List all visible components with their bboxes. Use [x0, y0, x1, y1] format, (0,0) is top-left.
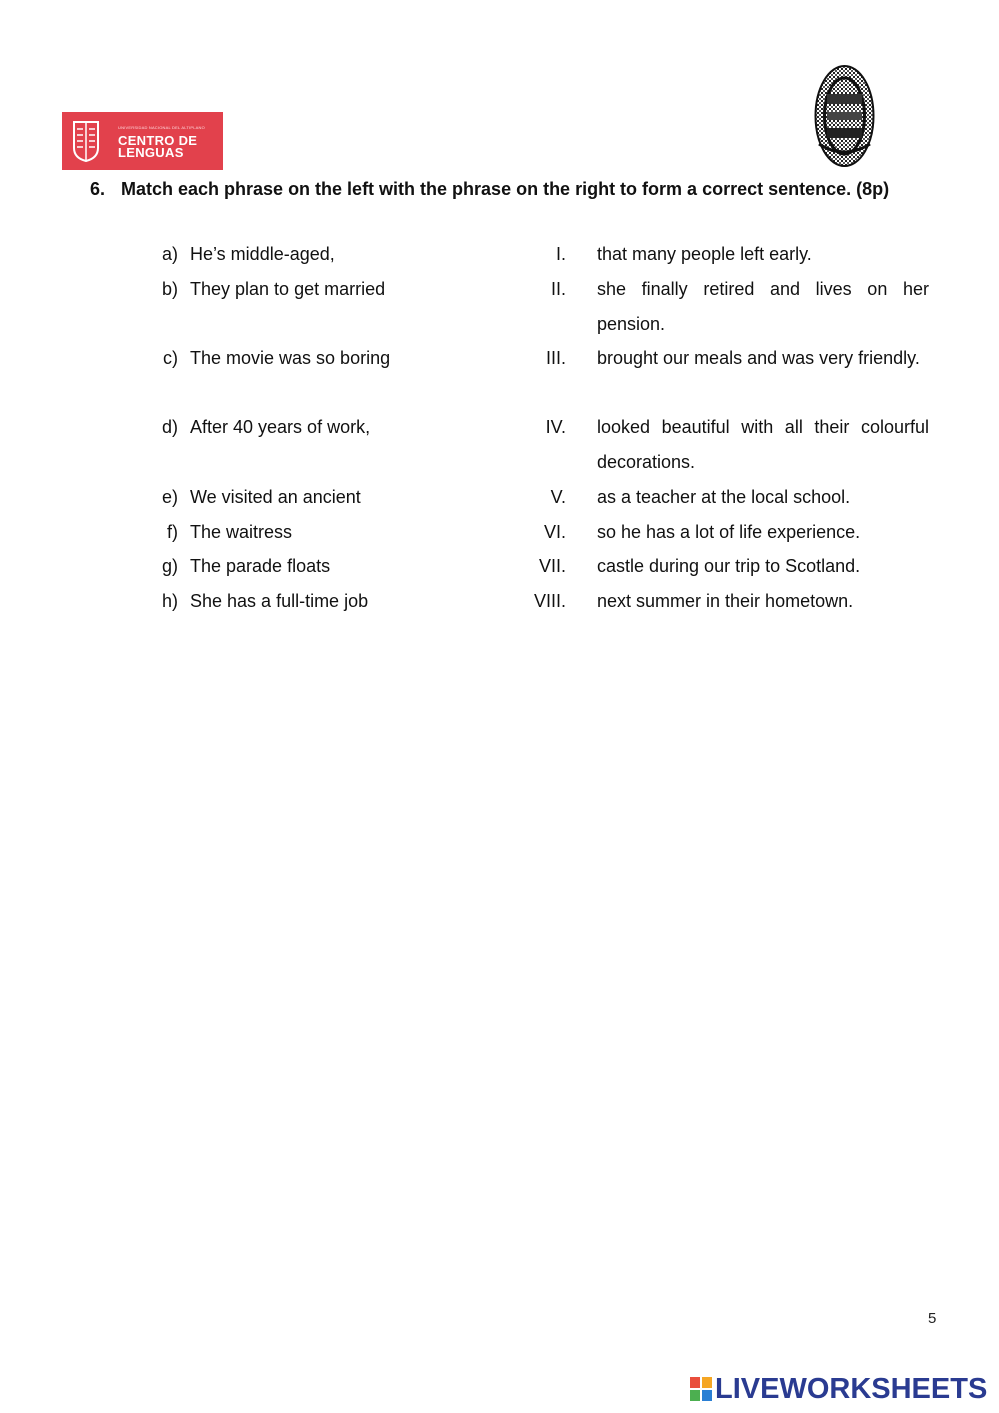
left-item-letter: a): [161, 244, 178, 264]
right-item-number: VIII.: [533, 591, 566, 611]
right-item-text: she finally retired and lives on her pension.: [597, 279, 929, 334]
left-item-text: After 40 years of work,: [190, 417, 371, 437]
right-item-number: I.: [555, 244, 566, 264]
right-item-number: VII.: [538, 556, 566, 576]
right-item-number: VI.: [543, 522, 566, 542]
university-seal-logo: [813, 64, 876, 168]
left-item-letter: b): [161, 279, 178, 299]
right-item-text: looked beautiful with all their colourful decorations.: [597, 417, 929, 472]
left-item-text: We visited an ancient: [190, 487, 361, 507]
centro-de-lenguas-logo: [62, 112, 223, 170]
left-item-letter: h): [161, 591, 178, 611]
logo-university-text: UNIVERSIDAD NACIONAL DEL ALTIPLANO: [118, 125, 205, 130]
right-item-text: as a teacher at the local school.: [597, 487, 851, 507]
left-item-letter: c): [163, 348, 178, 368]
shield-icon: [72, 120, 100, 162]
left-item-letter: e): [161, 487, 178, 507]
left-item-letter: g): [161, 556, 178, 576]
left-item-letter: d): [161, 417, 178, 437]
question-number: 6.: [90, 179, 106, 199]
right-item-text: castle during our trip to Scotland.: [597, 556, 861, 576]
left-item-text: The parade floats: [190, 556, 331, 576]
right-item-text: so he has a lot of life experience.: [597, 522, 861, 542]
right-item-number: V.: [550, 487, 566, 507]
right-item-text: next summer in their hometown.: [597, 591, 854, 611]
logo-title-line2: LENGUAS: [118, 145, 184, 160]
right-item-number: II.: [550, 279, 566, 299]
liveworksheets-brand-text: LIVEWORKSHEETS: [715, 1373, 988, 1405]
question-text: Match each phrase on the left with the phrase on the right to form a correct sentence. (8p): [121, 179, 890, 199]
right-item-text: that many people left early.: [597, 244, 812, 264]
right-item-number: IV.: [545, 417, 566, 437]
liveworksheets-icon: [690, 1377, 712, 1401]
left-item-text: He’s middle-aged,: [190, 244, 335, 264]
left-item-letter: f): [167, 522, 178, 542]
right-item-number: III.: [545, 348, 566, 368]
page-number: 5: [928, 1310, 937, 1327]
left-item-text: She has a full-time job: [190, 591, 369, 611]
left-item-text: The waitress: [190, 522, 293, 542]
left-item-text: They plan to get married: [190, 279, 386, 299]
liveworksheets-logo: [690, 1374, 987, 1404]
left-item-text: The movie was so boring: [190, 348, 391, 368]
logo-title-line1: CENTRO DE: [118, 133, 198, 148]
right-item-text: brought our meals and was very friendly.: [597, 348, 920, 368]
